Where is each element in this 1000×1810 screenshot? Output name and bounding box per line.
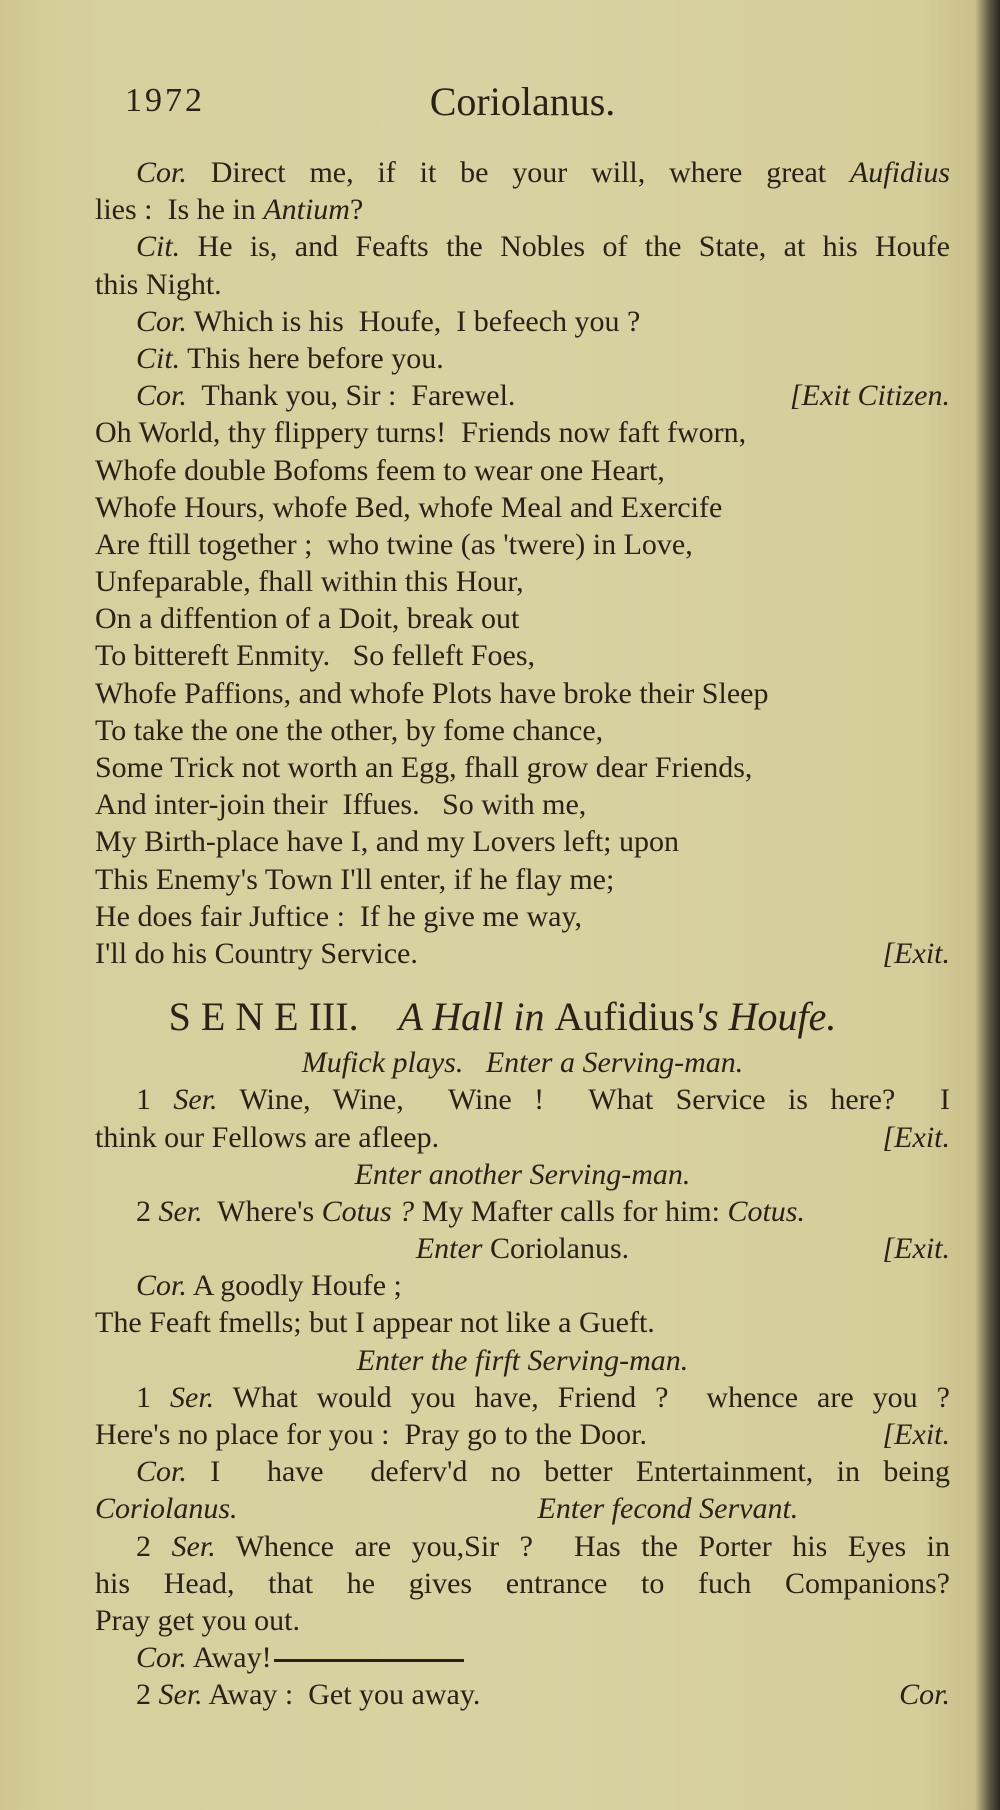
text-line (95, 191, 950, 228)
text-line (95, 1639, 950, 1676)
roman-text: Whofe double Bofoms feem to wear one Heart, (95, 453, 665, 487)
text-line (95, 414, 950, 451)
line-body (95, 712, 603, 749)
exit-direction: [Exit. (882, 1232, 950, 1266)
roman-text: Which is his Houfe, I befeech you ? (186, 304, 641, 338)
line-body (95, 675, 768, 712)
roman-text: What would you have, Friend ? whence are you ? (214, 1380, 951, 1414)
text-line (95, 154, 950, 191)
text-line (95, 637, 950, 674)
line-body (95, 563, 524, 600)
line-body (169, 990, 837, 1044)
line-body (95, 1119, 439, 1156)
italic-text: Ser. (173, 1083, 218, 1117)
text-line (95, 489, 950, 526)
line-body (95, 861, 614, 898)
line-body (95, 1416, 647, 1453)
italic-text: Cotus. (727, 1194, 805, 1228)
italic-text: Mufick plays. Enter a Serving-man. (301, 1046, 744, 1080)
dash-rule (274, 1659, 464, 1662)
text-line (95, 1304, 950, 1341)
italic-text: Cotus ? (321, 1194, 415, 1228)
line-body (95, 489, 722, 526)
text-line (95, 377, 950, 414)
line-body (136, 1379, 950, 1416)
roman-text: Wine, Wine, Wine ! What Service is here? I (217, 1083, 950, 1117)
roman-text: On a diffention of a Doit, break out (95, 602, 520, 636)
roman-text: This Enemy's Town I'll enter, if he flay me; (95, 862, 615, 896)
line-body (136, 1081, 950, 1118)
line-body (95, 935, 418, 972)
roman-text: 2 (136, 1194, 159, 1228)
line-body (95, 191, 363, 228)
text-line (95, 786, 950, 823)
text-line (95, 823, 950, 860)
italic-text: Cor. (136, 379, 187, 413)
text-line (95, 935, 950, 972)
italic-text: Enter the firft Serving-man. (356, 1343, 689, 1377)
roman-text: I'll do his Country Service. (95, 936, 418, 970)
italic-text: 's Houfe. (694, 994, 837, 1040)
roman-text: 1 (136, 1380, 171, 1414)
text-line (95, 1119, 950, 1156)
text-line (95, 600, 950, 637)
roman-text: My Birth-place have I, and my Lovers left; upon (95, 825, 680, 859)
roman-text: Are ftill together ; who twine (as 'twere) in Love, (95, 527, 693, 561)
text-line (95, 1081, 950, 1118)
text-line (95, 749, 950, 786)
line-body (357, 1342, 689, 1379)
roman-text: My Mafter calls for him: (414, 1194, 728, 1228)
stage-direction (95, 1230, 950, 1267)
exit-direction: [Exit. (882, 1418, 950, 1451)
page-header (95, 79, 950, 132)
roman-text: ? (349, 193, 364, 227)
roman-text: A goodly Houfe ; (186, 1269, 402, 1303)
roman-text: S E N E III. (168, 994, 399, 1040)
text-line (95, 1267, 950, 1304)
text-line (95, 563, 950, 600)
text-line (95, 526, 950, 563)
text-line (95, 861, 950, 898)
roman-text: I have deferv'd no better Entertainment, in being (186, 1455, 950, 1489)
line-body (136, 1639, 464, 1676)
exit-direction: [Exit. (882, 1120, 950, 1154)
italic-text: Cor. (136, 1455, 187, 1489)
roman-text: He is, and Feafts the Nobles of the State, at his Houfe (180, 230, 950, 264)
roman-text: He does fair Juftice : If he give me way, (95, 899, 583, 933)
line-body (95, 1490, 798, 1527)
running-title: Coriolanus. (429, 79, 616, 124)
line-body (136, 377, 515, 414)
text-line (95, 1416, 950, 1453)
line-body (136, 1453, 950, 1490)
line-body (136, 340, 444, 377)
roman-text: Away : Get you away. (202, 1678, 481, 1712)
italic-text: Ser. (158, 1194, 203, 1228)
roman-text: And inter-join their Iffues. So with me, (95, 788, 587, 822)
scene-heading (95, 990, 950, 1044)
text-line (95, 1379, 950, 1416)
italic-text: Cit. (136, 230, 181, 264)
roman-text: This here before you. (180, 341, 444, 375)
roman-text: Unfeparable, fhall within this Hour, (95, 565, 524, 599)
line-body (95, 1602, 300, 1639)
italic-text: Antium (263, 193, 350, 227)
text-line (95, 228, 950, 265)
italic-text: Cor. (136, 1641, 187, 1675)
italic-text: A Hall in (398, 994, 555, 1040)
line-body (95, 266, 222, 303)
roman-text: Whence are you,Sir ? Has the Porter his Eyes in (215, 1529, 950, 1563)
line-body (416, 1230, 629, 1267)
line-body (355, 1156, 691, 1193)
italic-text: Cor. (136, 304, 187, 338)
roman-text: lies : Is he in (95, 193, 264, 227)
text-line (95, 452, 950, 489)
italic-text: Ser. (171, 1529, 216, 1563)
exit-direction: [Exit. (882, 936, 950, 970)
roman-text: To take the one the other, by fome chance, (95, 713, 604, 747)
roman-text: The Feaft fmells; but I appear not like a Gueft. (95, 1306, 655, 1340)
text-line (95, 1490, 950, 1527)
line-body (136, 154, 950, 191)
italic-text: Ser. (170, 1380, 215, 1414)
line-body (95, 452, 665, 489)
italic-text: Enter fecond Servant. (537, 1492, 799, 1526)
italic-text: Cor. (136, 1269, 187, 1303)
italic-text: Enter (415, 1232, 483, 1266)
line-body (136, 228, 950, 265)
roman-text: Some Trick not worth an Egg, fhall grow dear Friends, (95, 751, 753, 784)
page-number: 1972 (125, 82, 205, 119)
roman-text: 2 (136, 1529, 172, 1563)
line-body (95, 898, 582, 935)
line-body (95, 414, 746, 451)
roman-text: 1 (136, 1083, 174, 1117)
roman-text: Thank you, Sir : Farewel. (186, 379, 516, 413)
roman-text: To bittereft Enmity. So felleft Foes, (95, 639, 536, 673)
roman-text: Oh World, thy flippery turns! Friends now faft fworn, (95, 416, 747, 450)
roman-text: Aufidius (554, 994, 695, 1040)
text-line (95, 1565, 950, 1602)
text-line (95, 712, 950, 749)
text-line (95, 898, 950, 935)
line-body (95, 1304, 655, 1341)
text-line (95, 1193, 950, 1230)
play-text (95, 154, 950, 1714)
line-body (136, 303, 640, 340)
line-body (136, 1528, 950, 1565)
text-line (95, 1602, 950, 1639)
stage-direction (95, 1044, 950, 1081)
line-body (95, 600, 519, 637)
line-body (136, 1267, 402, 1304)
roman-text: Pray get you out. (95, 1603, 300, 1637)
roman-text: Whofe Hours, whofe Bed, whofe Meal and Exercife (95, 490, 723, 524)
exit-direction: [Exit Citizen. (790, 379, 950, 413)
roman-text: Here's no place for you : Pray go to the Door. (95, 1418, 647, 1451)
text-line (95, 340, 950, 377)
text-line (95, 266, 950, 303)
catchword: Cor. (899, 1678, 950, 1712)
line-body (95, 1565, 950, 1602)
italic-text: Cit. (136, 341, 181, 375)
italic-text: Aufidius (849, 156, 950, 189)
roman-text: his Head, that he gives entrance to fuch Companions? (95, 1566, 950, 1600)
roman-text: think our Fellows are afleep. (95, 1120, 440, 1154)
text-line (95, 1453, 950, 1490)
text-line (95, 675, 950, 712)
line-body (136, 1193, 805, 1230)
roman-text: Where's (202, 1194, 322, 1228)
text-line (95, 1676, 950, 1713)
line-body (95, 749, 752, 786)
roman-text: this Night. (95, 267, 222, 301)
line-body (95, 637, 535, 674)
text-line (95, 303, 950, 340)
italic-text: Ser. (158, 1678, 203, 1712)
stage-direction (95, 1342, 950, 1379)
italic-text: Enter another Serving-man. (354, 1157, 691, 1191)
italic-text: Coriolanus. (95, 1492, 238, 1526)
line-body (95, 786, 586, 823)
roman-text: Whofe Paffions, and whofe Plots have broke their Sleep (95, 676, 769, 710)
line-body (302, 1044, 744, 1081)
text-line (95, 1528, 950, 1565)
line-body (95, 526, 693, 563)
italic-text: Cor. (136, 156, 187, 189)
line-body (95, 823, 679, 860)
roman-text: Away! (186, 1641, 272, 1675)
roman-text: Direct me, if it be your will, where great (186, 156, 850, 189)
stage-direction (95, 1156, 950, 1193)
roman-text: 2 (136, 1678, 159, 1712)
line-body (136, 1676, 480, 1713)
roman-text: Coriolanus. (482, 1232, 630, 1266)
